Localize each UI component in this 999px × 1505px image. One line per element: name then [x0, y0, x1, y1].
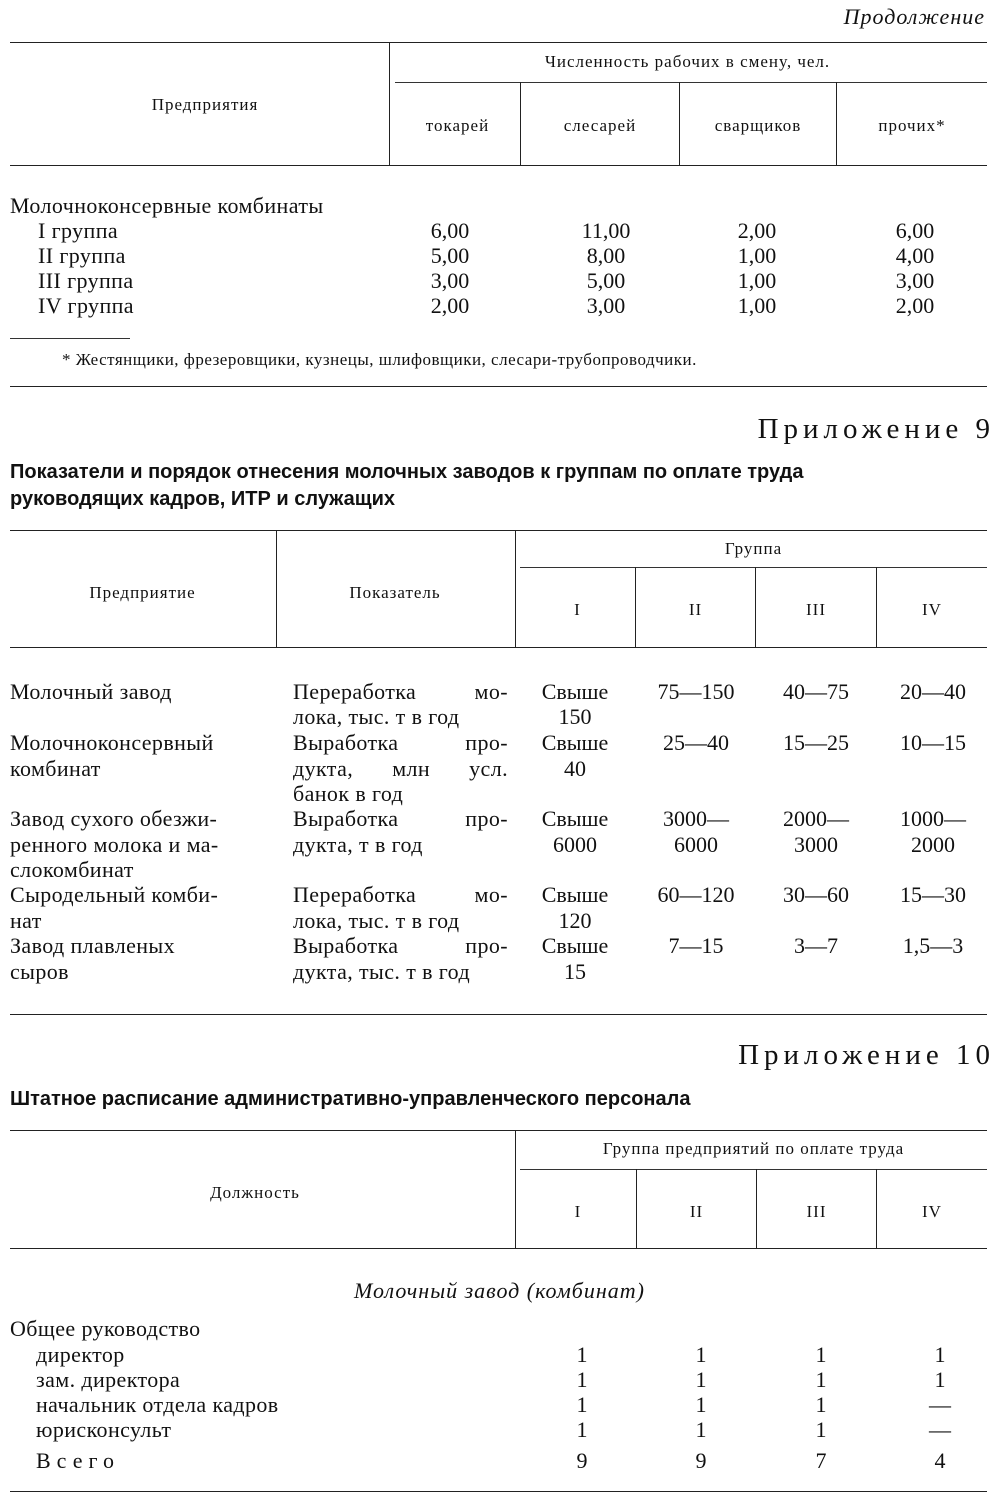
table1-cell: 2,00: [895, 293, 935, 318]
table2-indicator-line: Выработка про-: [293, 933, 508, 958]
table1-cell: 2,00: [430, 293, 470, 318]
table1-footnote-rule: [10, 338, 130, 339]
table2-cell: 3000: [794, 832, 838, 857]
table3-cell: 1: [934, 1342, 946, 1367]
appendix9-label: Приложение 9: [757, 413, 995, 445]
table2-cell: 120: [558, 908, 592, 933]
table2-enterprise: комбинат: [10, 756, 101, 781]
table3-row-label: начальник отдела кадров: [36, 1392, 279, 1417]
table1-col-header: токарей: [425, 116, 490, 135]
table2-cell: 6000: [674, 832, 718, 857]
table3-group-II: II: [689, 1202, 704, 1221]
appendix9-title-line1: Показатели и порядок отнесения молочных заводов к группам по оплате труда: [10, 461, 804, 483]
table2-cell: Свыше: [541, 730, 609, 755]
table2-indicator-line: дукта, т в год: [293, 832, 423, 857]
table2-cell: 25—40: [663, 730, 729, 755]
table1-cell: 1,00: [737, 243, 777, 268]
table2-cell: 15: [564, 959, 586, 984]
table2-indicator-line: дукта, тыс. т в год: [293, 959, 471, 984]
table2-cell: 15—30: [900, 882, 966, 907]
table2-cell: 30—60: [783, 882, 849, 907]
table3-group-I: I: [574, 1202, 582, 1221]
appendix10-title: Штатное расписание административно-управленческого персонала: [10, 1088, 691, 1110]
table1-section-label: Молочноконсервные комбинаты: [10, 193, 324, 218]
table1-cell: 2,00: [737, 218, 777, 243]
table3-cell: 1: [815, 1342, 827, 1367]
table2-cell: 15—25: [783, 730, 849, 755]
table2-cell: 3000—: [663, 806, 729, 831]
table2-cell: 1,5—3: [902, 933, 964, 958]
table2-group-III: III: [806, 600, 826, 619]
table2-cell: 150: [558, 704, 592, 729]
table3-col-position: Должность: [210, 1183, 300, 1202]
table2-cell: 20—40: [900, 679, 966, 704]
table1-cell: 4,00: [895, 243, 935, 268]
table2-cell: Свыше: [541, 933, 609, 958]
table3-cell: 1: [695, 1417, 707, 1442]
table1-cell: 8,00: [586, 243, 626, 268]
table2-cell: Свыше: [541, 806, 609, 831]
table3-cell: —: [929, 1392, 951, 1417]
table1-row-label: II группа: [38, 243, 126, 268]
table2-cell: 6000: [553, 832, 597, 857]
table2-cell: 60—120: [657, 882, 735, 907]
table1-row-label: I группа: [38, 218, 119, 243]
table2-enterprise: Сыродельный комби-: [10, 882, 219, 907]
table1-col-header: сварщиков: [714, 116, 802, 135]
table3-subhead-rule: [520, 1169, 987, 1170]
table1-cell: 3,00: [430, 268, 470, 293]
table2-indicator-line: Выработка про-: [293, 806, 508, 831]
table3-cell: 1: [576, 1342, 588, 1367]
table3-header-rule: [10, 1248, 987, 1249]
table1-cell: 11,00: [581, 218, 631, 243]
table1-cell: 3,00: [895, 268, 935, 293]
table3-row-label: зам. директора: [36, 1367, 181, 1392]
table2-indicator-line: лока, тыс. т в год: [293, 908, 460, 933]
table3-group-IV: IV: [922, 1202, 942, 1221]
table2-vrule: [515, 530, 516, 647]
table2-group-I: I: [574, 600, 581, 619]
table2-indicator-line: дукта, млн усл.: [293, 756, 508, 781]
table2-indicator-line: банок в год: [293, 781, 404, 806]
table2-indicator-line: Переработка мо-: [293, 882, 508, 907]
table3-top-rule: [10, 1130, 987, 1131]
appendix9-title-line2: руководящих кадров, ИТР и служащих: [10, 488, 396, 510]
table3-section-label: Молочный завод (комбинат): [354, 1278, 645, 1303]
table1-cell: 3,00: [586, 293, 626, 318]
table2-group-II: II: [688, 600, 703, 619]
table2-cell: 40—75: [783, 679, 849, 704]
table3-total-cell: 4: [934, 1448, 946, 1473]
table2-col-enterprise: Предприятие: [89, 583, 196, 602]
table1-bottom-rule: [10, 386, 987, 387]
table2-group-IV: IV: [922, 600, 942, 619]
table1-row-label: IV группа: [38, 293, 134, 318]
table1-cell: 5,00: [430, 243, 470, 268]
table2-enterprise: слокомбинат: [10, 857, 134, 882]
table2-vrule: [276, 530, 277, 647]
table1-col-header: прочих*: [878, 116, 946, 135]
table1-col-header: слесарей: [563, 116, 637, 135]
table3-cell: 1: [576, 1367, 588, 1392]
table2-cell: 7—15: [668, 933, 724, 958]
table2-enterprise: Молочный завод: [10, 679, 172, 704]
table2-top-rule: [10, 530, 987, 531]
table1-cell: 6,00: [895, 218, 935, 243]
table3-cell: —: [929, 1417, 951, 1442]
table2-group-header: Группа: [724, 539, 783, 558]
table2-cell: Свыше: [541, 882, 609, 907]
table2-col-indicator: Показатель: [349, 583, 441, 602]
table1-col-enterprise: Предприятия: [151, 95, 259, 114]
table1-header-rule: [10, 165, 987, 166]
table2-cell: 10—15: [900, 730, 966, 755]
table3-total-cell: 7: [815, 1448, 827, 1473]
table1-cell: 1,00: [737, 293, 777, 318]
table3-cell: 1: [695, 1392, 707, 1417]
table3-cell: 1: [815, 1417, 827, 1442]
table2-cell: 2000: [911, 832, 955, 857]
table1-subhead-rule: [395, 82, 987, 83]
table2-header-rule: [10, 647, 987, 648]
table1-footnote: * Жестянщики, фрезеровщики, кузнецы, шлифовщики, слесари-трубопроводчики.: [62, 350, 697, 369]
appendix10-label: Приложение 10: [738, 1039, 995, 1071]
table3-bottom-rule: [10, 1491, 987, 1492]
table2-enterprise: нат: [10, 908, 42, 933]
table3-total-label: Всего: [36, 1448, 120, 1473]
table3-row-label: директор: [36, 1342, 125, 1367]
table1-cell: 6,00: [430, 218, 470, 243]
table2-indicator-line: Переработка мо-: [293, 679, 508, 704]
table1-group-header: Численность рабочих в смену, чел.: [544, 52, 831, 71]
table2-enterprise: Завод плавленых: [10, 933, 175, 958]
table2-cell: Свыше: [541, 679, 609, 704]
continuation-label: Продолжение: [843, 4, 985, 29]
table1-cell: 5,00: [586, 268, 626, 293]
table3-subsection-label: Общее руководство: [10, 1316, 201, 1341]
table3-group-III: III: [806, 1202, 827, 1221]
table3-group-header: Группа предприятий по оплате труда: [602, 1139, 905, 1158]
table2-cell: 2000—: [783, 806, 849, 831]
table2-cell: 75—150: [657, 679, 735, 704]
table2-enterprise: сыров: [10, 959, 69, 984]
table3-total-cell: 9: [695, 1448, 707, 1473]
table3-cell: 1: [576, 1417, 588, 1442]
table2-enterprise: Молочноконсервный: [10, 730, 214, 755]
table3-total-cell: 9: [576, 1448, 588, 1473]
table1-vrule: [389, 42, 390, 165]
table3-row-label: юрисконсульт: [36, 1417, 172, 1442]
table3-vrule: [515, 1130, 516, 1248]
table1-top-rule: [10, 42, 987, 43]
table3-cell: 1: [934, 1367, 946, 1392]
table2-cell: 1000—: [900, 806, 966, 831]
table2-enterprise: Завод сухого обезжи-: [10, 806, 218, 831]
table3-cell: 1: [695, 1367, 707, 1392]
table2-indicator-line: лока, тыс. т в год: [293, 704, 460, 729]
table3-cell: 1: [695, 1342, 707, 1367]
table2-bottom-rule: [10, 1014, 987, 1015]
table2-cell: 40: [564, 756, 586, 781]
table2-subhead-rule: [520, 567, 987, 568]
table2-enterprise: ренного молока и ма-: [10, 832, 219, 857]
table1-row-label: III группа: [38, 268, 134, 293]
table2-indicator-line: Выработка про-: [293, 730, 508, 755]
table1-cell: 1,00: [737, 268, 777, 293]
table3-cell: 1: [576, 1392, 588, 1417]
table3-cell: 1: [815, 1367, 827, 1392]
table2-cell: 3—7: [794, 933, 838, 958]
table3-cell: 1: [815, 1392, 827, 1417]
